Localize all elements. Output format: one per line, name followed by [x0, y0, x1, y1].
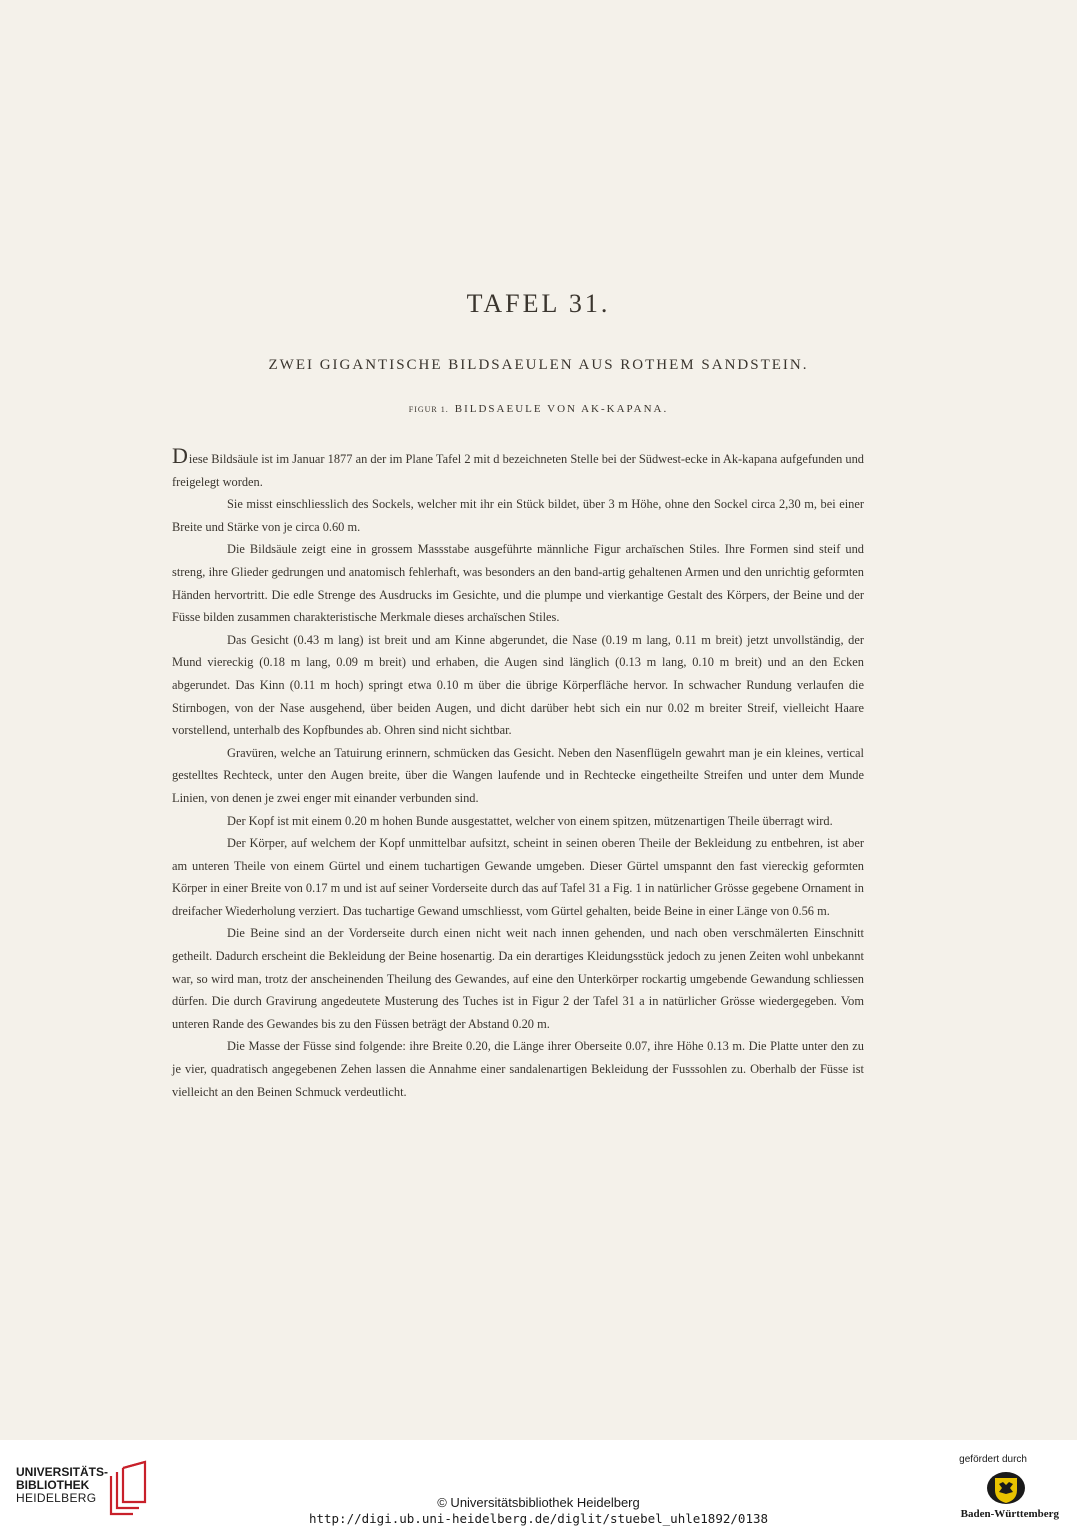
paragraph: Der Körper, auf welchem der Kopf unmittelbar aufsitzt, scheint in seinen oberen Theile der Bekleidung zu entbehren, ist aber am unteren Theile von einem Gürtel und einem tuchartigen Gewande umgeben. Dieser Gürtel umspannt den fast viereckig geformten Körper in einer Breite von 0.17 m und ist auf seiner Vorderseite durch das auf Tafel 31 a Fig. 1 in natürlicher Grösse gegebene Ornament in dreifacher Wiederholung verziert. Das tuchartige Gewand umschliesst, vom Gürtel gehalten, beide Beine in einer Länge von 0.56 m.: [172, 836, 864, 918]
paragraph: Der Kopf ist mit einem 0.20 m hohen Bunde ausgestattet, welcher von einem spitzen, mützenartigen Theile überragt wird.: [227, 813, 833, 828]
plate-title: TAFEL 31.: [466, 289, 611, 318]
library-logo-text[interactable]: UNIVERSITÄTS- BIBLIOTHEK HEIDELBERG: [16, 1465, 109, 1505]
figure-label: FIGUR 1.: [408, 405, 449, 414]
permalink-url[interactable]: http://digi.ub.uni-heidelberg.de/diglit/stuebel_uhle1892/0138: [308, 1511, 769, 1526]
figure-heading: [0, 403, 1077, 415]
baden-wuerttemberg-crest-icon[interactable]: [985, 1470, 1027, 1506]
paragraph: Die Bildsäule zeigt eine in grossem Massstabe ausgeführte männliche Figur archaïschen Stiles. Ihre Formen sind steif und streng, ihre Glieder gedrungen und anatomisch fehlerhaft, was besonders an den band-artig gehaltenen Armen und den unrichtig geformten Händen hervortritt. Die edle Strenge des Ausdrucks im Gesichte, und die plumpe und vierkantige Gestalt des Körpers, der Beine und der Füsse bilden zusammen charakteristische Merkmale dieses archaïschen Stiles.: [172, 542, 864, 625]
paragraph: Sie misst einschliesslich des Sockels, welcher mit ihr ein Stück bildet, über 3 m Höhe, ohne den Sockel circa 2,30 m, bei einer Breite und Stärke von je circa 0.60 m.: [172, 497, 864, 534]
copyright-text: © Universitätsbibliothek Heidelberg: [437, 1495, 640, 1510]
footer-bar: [0, 1440, 1077, 1527]
funded-by-label: gefördert durch: [959, 1454, 1027, 1465]
funder-name: Baden-Württemberg: [960, 1508, 1059, 1520]
paragraph: Gravüren, welche an Tatuirung erinnern, schmücken das Gesicht. Neben den Nasenflügeln gewahrt man je ein kleines, vertical gestelltes Rechteck, unter den Augen breite, über die Wangen laufende und in Rechtecke eingetheilte Streifen und unter dem Munde Linien, von denen je zwei enger mit einander verbunden sind.: [172, 745, 864, 805]
paragraph: Die Beine sind an der Vorderseite durch einen nicht weit nach innen gehenden, und nach oben verschmälerten Einschnitt getheilt. Dadurch erscheint die Bekleidung der Beine hosenartig. Da ein derartiges Kleidungsstück jedoch zu jenen Zeiten wohl unbekannt war, so wird man, trotz der anscheinenden Theilung des Gewandes, auf eine den Unterkörper rockartig umgebende Gewandung schliessen dürfen. Die durch Gravirung angedeutete Musterung des Tuches ist in Figur 2 der Tafel 31 a in natürlicher Grösse wiedergegeben. Vom unteren Rande des Gewandes bis zu den Füssen beträgt der Abstand 0.20 m.: [172, 926, 864, 1031]
drop-cap: D: [172, 443, 188, 468]
plate-subtitle: ZWEI GIGANTISCHE BILDSAEULEN AUS ROTHEM SANDSTEIN.: [268, 357, 809, 373]
figure-title: BILDSAEULE VON AK-KAPANA.: [454, 403, 669, 415]
body-text: [172, 443, 864, 1103]
paragraph: Die Masse der Füsse sind folgende: ihre Breite 0.20, die Länge ihrer Oberseite 0.07, ihre Höhe 0.13 m. Die Platte unter den zu je vier, quadratisch angegebenen Zehen lassen die Annahme einer sandalenartigen Bekleidung der Fusssohlen zu. Oberhalb der Füsse ist vielleicht an den Beinen Schmuck verdeutlicht.: [172, 1039, 864, 1099]
paragraph: Das Gesicht (0.43 m lang) ist breit und am Kinne abgerundet, die Nase (0.19 m lang, 0.11 m breit) jetzt unvollständig, der Mund viereckig (0.18 m lang, 0.09 m breit) und erhaben, die Augen sind länglich (0.13 m lang, 0.10 m breit) und an den Ecken abgerundet. Das Kinn (0.11 m hoch) springt etwa 0.10 m über die übrige Körperfläche hervor. In schwacher Rundung verlaufen die Stirnbogen, von der Nase ausgehend, über beiden Augen, und dicht darüber hebt sich ein nur 0.02 m breiter Streif, vielleicht Haare vorstellend, unterhalb des Kopfbundes ab. Ohren sind nicht sichtbar.: [172, 632, 864, 738]
paragraph: Diese Bildsäule ist im Januar 1877 an der im Plane Tafel 2 mit d bezeichneten Stelle bei der Südwest-ecke in Ak-kapana aufgefunden und freigelegt worden.: [172, 443, 864, 489]
